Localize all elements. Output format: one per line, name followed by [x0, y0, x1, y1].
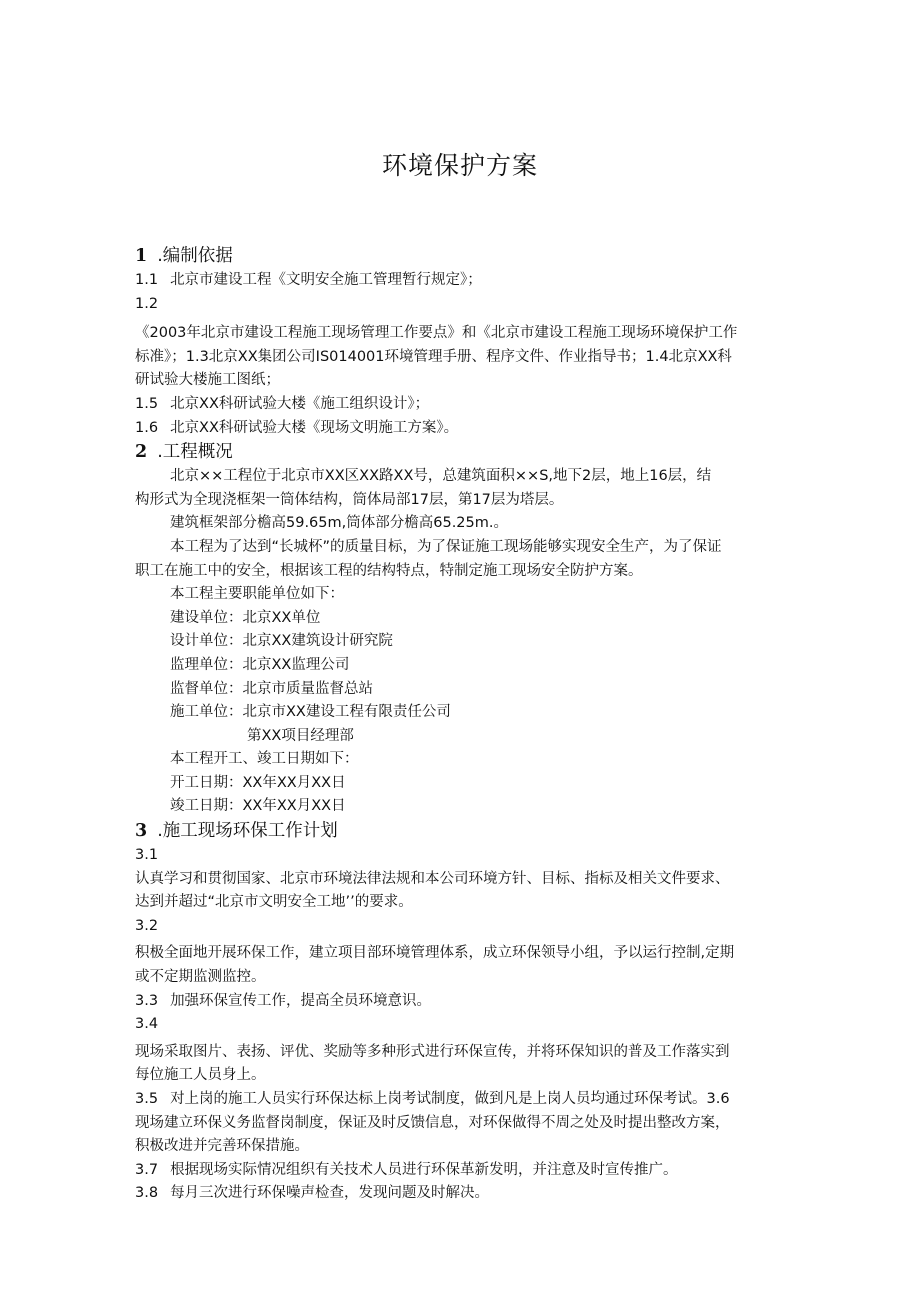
clause-3-5 [135, 1088, 790, 1112]
clause-3-7 [135, 1159, 790, 1183]
clause-1-1 [135, 269, 790, 293]
section-title: .编制依据 [157, 246, 233, 266]
start-date: 开工日期：XX年XX月XX日 [170, 774, 346, 791]
clause-3-4-number: 3.4 [135, 1016, 159, 1033]
section-heading-1 [135, 244, 790, 269]
clause-text: 根据现场实际情况组织有关技术人员进行环保革新发明，并注意及时宣传推广。 [170, 1161, 678, 1178]
section-title: .工程概况 [157, 442, 233, 463]
section-title: .施工现场环保工作计划 [157, 821, 338, 842]
clause-number: 3.8 [135, 1185, 159, 1202]
clause-text: 北京XX科研试验大楼《施工组织设计》； [170, 395, 430, 412]
paragraph-line: 本工程开工、竣工日期如下： [170, 751, 359, 768]
clause-1-2-line: 研试验大楼施工图纸； [135, 372, 280, 389]
clause-3-6-line: 积极改进并完善环保措施。 [135, 1138, 309, 1155]
clause-1-2-number: 1.2 [135, 295, 159, 312]
clause-number: 1.5 [135, 395, 159, 412]
end-date: 竣工日期：XX年XX月XX日 [170, 798, 346, 815]
clause-3-3 [135, 990, 790, 1014]
section-number: 1 [135, 246, 148, 266]
section-heading-3 [135, 819, 790, 844]
clause-text: 加强环保宣传工作，提高全员环境意识。 [170, 992, 432, 1009]
clause-3-1-number: 3.1 [135, 847, 159, 864]
clause-number: 1.6 [135, 419, 159, 436]
section-number: 2 [135, 442, 148, 463]
unit-design: 设计单位：北京XX建筑设计研究院 [170, 633, 393, 650]
unit-monitor: 监督单位：北京市质量监督总站 [170, 680, 373, 697]
paragraph-line: 职工在施工中的安全，根据该工程的结构特点，特制定施工现场安全防护方案。 [135, 562, 643, 579]
paragraph-line: 本工程为了达到“长城杯”的质量目标，为了保证施工现场能够实现安全生产，为了保证 [170, 538, 722, 555]
clause-text: 每月三次进行环保噪声检查，发现问题及时解决。 [170, 1185, 490, 1202]
unit-construct-dept: 第XX项目经理部 [247, 727, 354, 744]
unit-supervise: 监理单位：北京XX监理公司 [170, 656, 350, 673]
clause-1-6 [135, 417, 790, 441]
clause-number: 3.7 [135, 1161, 159, 1178]
unit-build: 建设单位：北京XX单位 [170, 609, 321, 626]
section-heading-2 [135, 440, 790, 465]
paragraph-line: 本工程主要职能单位如下： [170, 586, 344, 603]
paragraph-line: 构形式为全现浇框架一筒体结构，筒体局部17层，第17层为塔层。 [135, 491, 564, 508]
page-title: 环境保护方案 [381, 151, 538, 180]
clause-1-5 [135, 393, 790, 417]
clause-3-6-line: 现场建立环保义务监督岗制度，保证及时反馈信息，对环保做得不周之处及时提出整改方案， [135, 1114, 730, 1131]
document-body [135, 244, 790, 1206]
unit-construct: 施工单位：北京市XX建设工程有限责任公司 [170, 704, 451, 721]
clause-1-2-line: 标准》；1.3北京XX集团公司IS014001环境管理手册、程序文件、作业指导书；1.4北京XX科 [135, 348, 732, 365]
clause-text: 对上岗的施工人员实行环保达标上岗考试制度，做到凡是上岗人员均通过环保考试。3.6 [170, 1091, 730, 1107]
clause-3-4-line: 现场采取图片、表扬、评优、奖励等多种形式进行环保宣传，并将环保知识的普及工作落实到 [135, 1043, 730, 1060]
clause-number: 3.3 [135, 992, 159, 1009]
clause-3-1-line: 认真学习和贯彻国家、北京市环境法律法规和本公司环境方针、目标、指标及相关文件要求、 [135, 870, 730, 887]
clause-number: 1.1 [135, 272, 159, 288]
section-number: 3 [135, 821, 148, 842]
clause-3-2-line: 积极全面地开展环保工作，建立项目部环境管理体系，成立环保领导小组，予以运行控制,定期 [135, 945, 735, 962]
clause-3-4-line: 每位施工人员身上。 [135, 1067, 266, 1084]
clause-1-2-line: 《2003年北京市建设工程施工现场管理工作要点》和《北京市建设工程施工现场环境保护工作 [135, 325, 738, 342]
clause-text: 北京XX科研试验大楼《现场文明施工方案》。 [170, 419, 459, 436]
clause-3-2-line: 或不定期监测监控。 [135, 969, 266, 986]
clause-3-2-number: 3.2 [135, 917, 159, 934]
clause-number: 3.5 [135, 1091, 159, 1107]
clause-3-8 [135, 1182, 790, 1206]
clause-3-1-line: 达到并超过“北京市文明安全工地’’的要求。 [135, 894, 413, 911]
paragraph-line: 建筑框架部分檐高59.65m,筒体部分檐高65.25m.。 [170, 515, 508, 532]
paragraph-line: 北京××工程位于北京市XX区XX路XX号，总建筑面积××S,地下2层，地上16层，结 [170, 468, 712, 485]
clause-text: 北京市建设工程《文明安全施工管理暂行规定》； [170, 272, 482, 288]
